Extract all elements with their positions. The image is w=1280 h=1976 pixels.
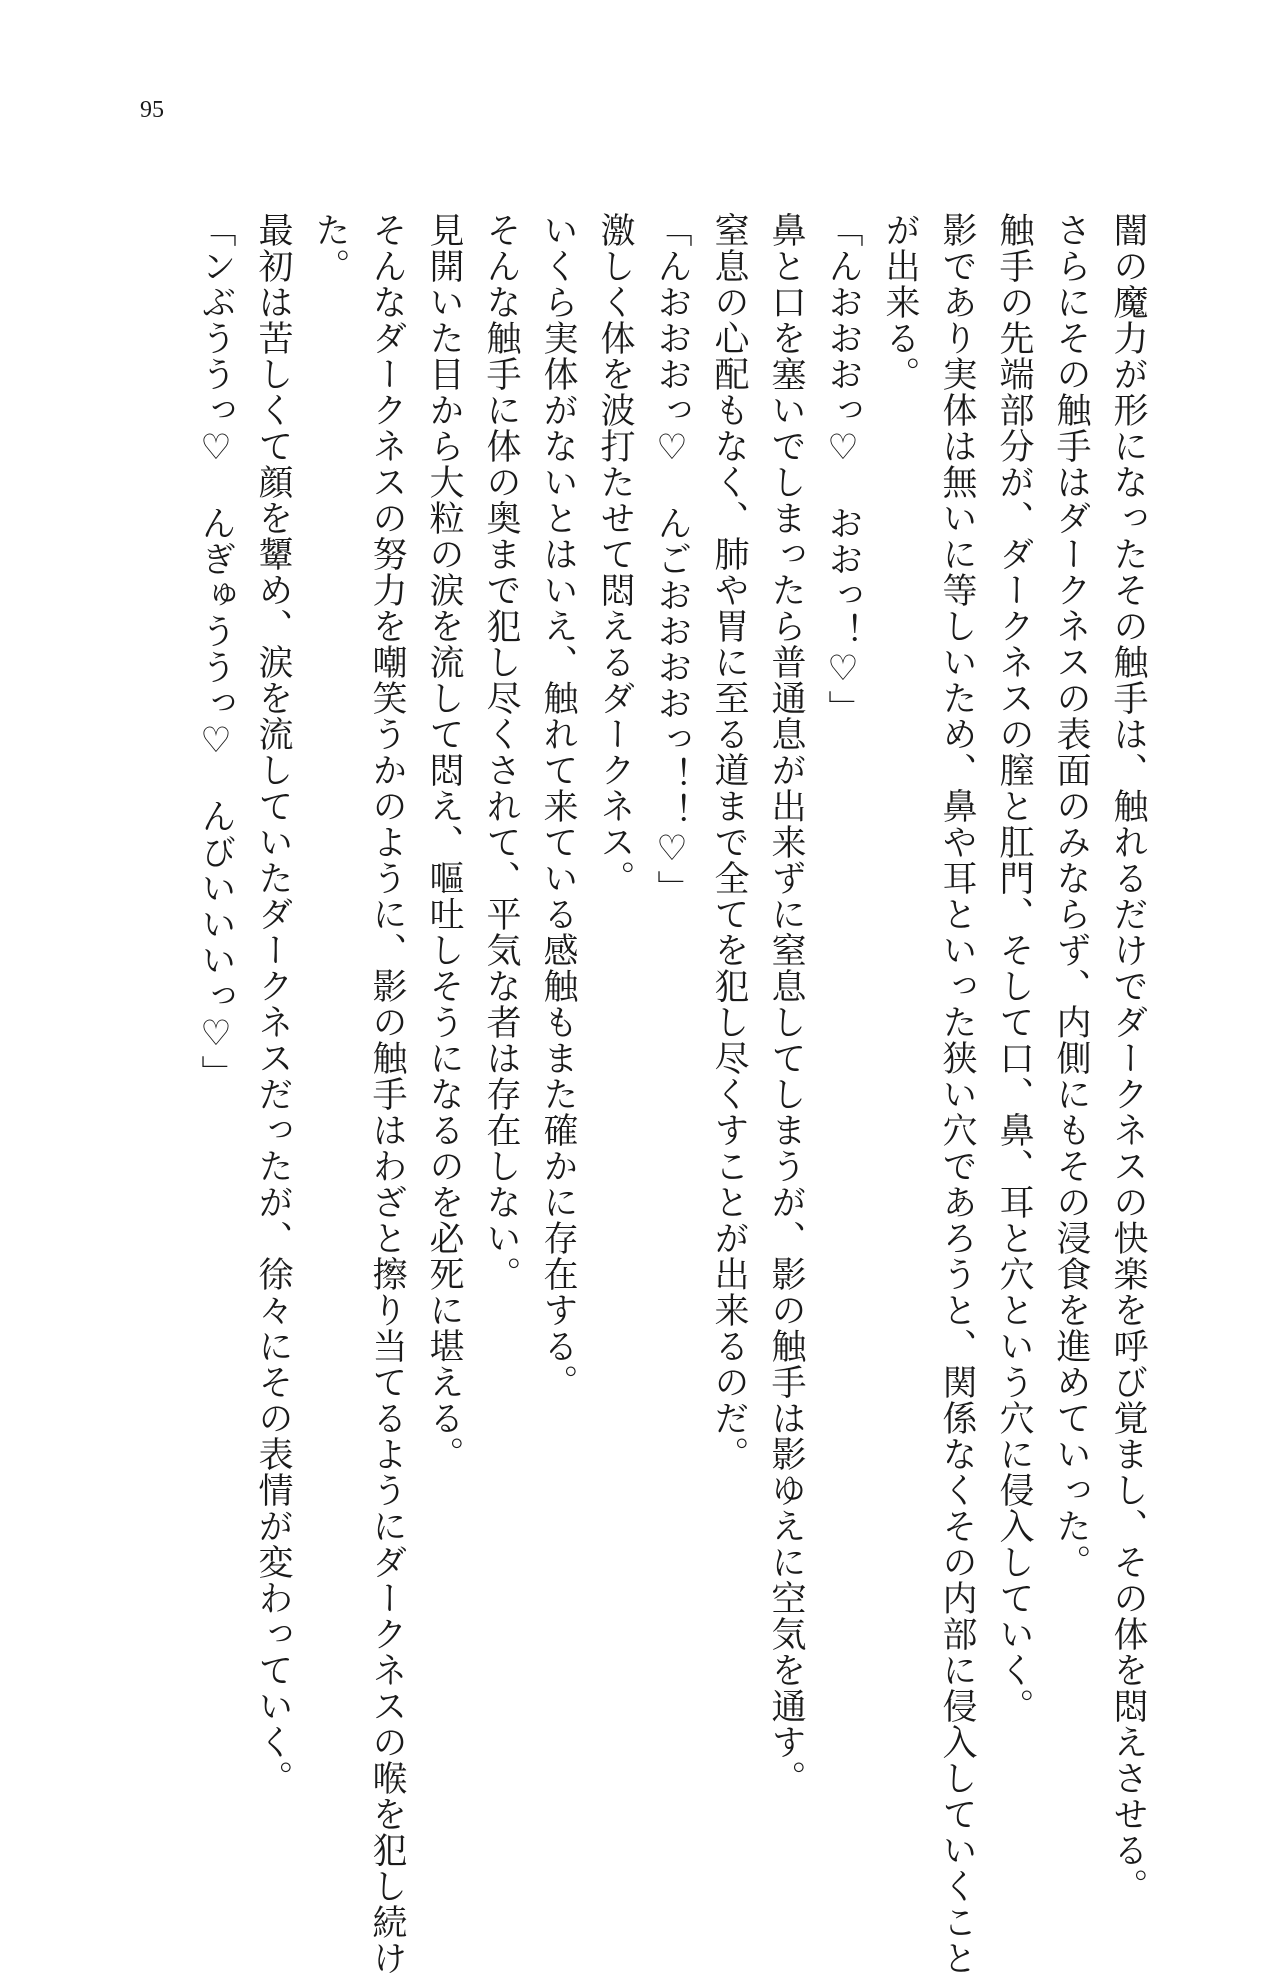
text-line: そんなダークネスの努力を嘲笑うかのように、影の触手はわざと擦り当てるようにダークネスの喉を犯し続け <box>367 212 407 1976</box>
text-line: 激しく体を波打たせて悶えるダークネス。 <box>595 212 635 896</box>
text-line: 「ンぶううっ♡ んぎゅううっ♡ んびいいいっ♡」 <box>196 212 236 1091</box>
text-line: さらにその触手はダークネスの表面のみならず、内側にもその浸食を進めていった。 <box>1051 212 1091 1580</box>
text-line: た。 <box>310 212 350 284</box>
text-line: 影であり実体は無いに等しいため、鼻や耳といった狭い穴であろうと、関係なくその内部に侵入していくこと <box>937 212 977 1976</box>
text-line: 見開いた目から大粒の涙を流して悶え、嘔吐しそうになるのを必死に堪える。 <box>424 212 464 1472</box>
text-line: 闇の魔力が形になったその触手は、触れるだけでダークネスの快楽を呼び覚まし、その体を悶えさせる。 <box>1108 212 1148 1904</box>
text-line: 最初は苦しくて顔を顰め、涙を流していたダークネスだったが、徐々にその表情が変わっていく。 <box>253 212 293 1796</box>
text-line: 「んおおおっ♡ んごおおおおっ！！♡」 <box>652 212 692 906</box>
text-line: 「んおおおっ♡ おおっ！♡」 <box>823 212 863 726</box>
text-line: そんな触手に体の奥まで犯し尽くされて、平気な者は存在しない。 <box>481 212 521 1292</box>
text-line: 窒息の心配もなく、肺や胃に至る道まで全てを犯し尽くすことが出来るのだ。 <box>709 212 749 1472</box>
page-number: 95 <box>140 97 164 123</box>
text-line: いくら実体がないとはいえ、触れて来ている感触もまた確かに存在する。 <box>538 212 578 1400</box>
text-line: が出来る。 <box>880 212 920 392</box>
body-text <box>187 212 1156 1976</box>
text-line: 触手の先端部分が、ダークネスの膣と肛門、そして口、鼻、耳と穴という穴に侵入していく。 <box>994 212 1034 1724</box>
text-line: 鼻と口を塞いでしまったら普通息が出来ずに窒息してしまうが、影の触手は影ゆえに空気を通す。 <box>766 212 806 1796</box>
